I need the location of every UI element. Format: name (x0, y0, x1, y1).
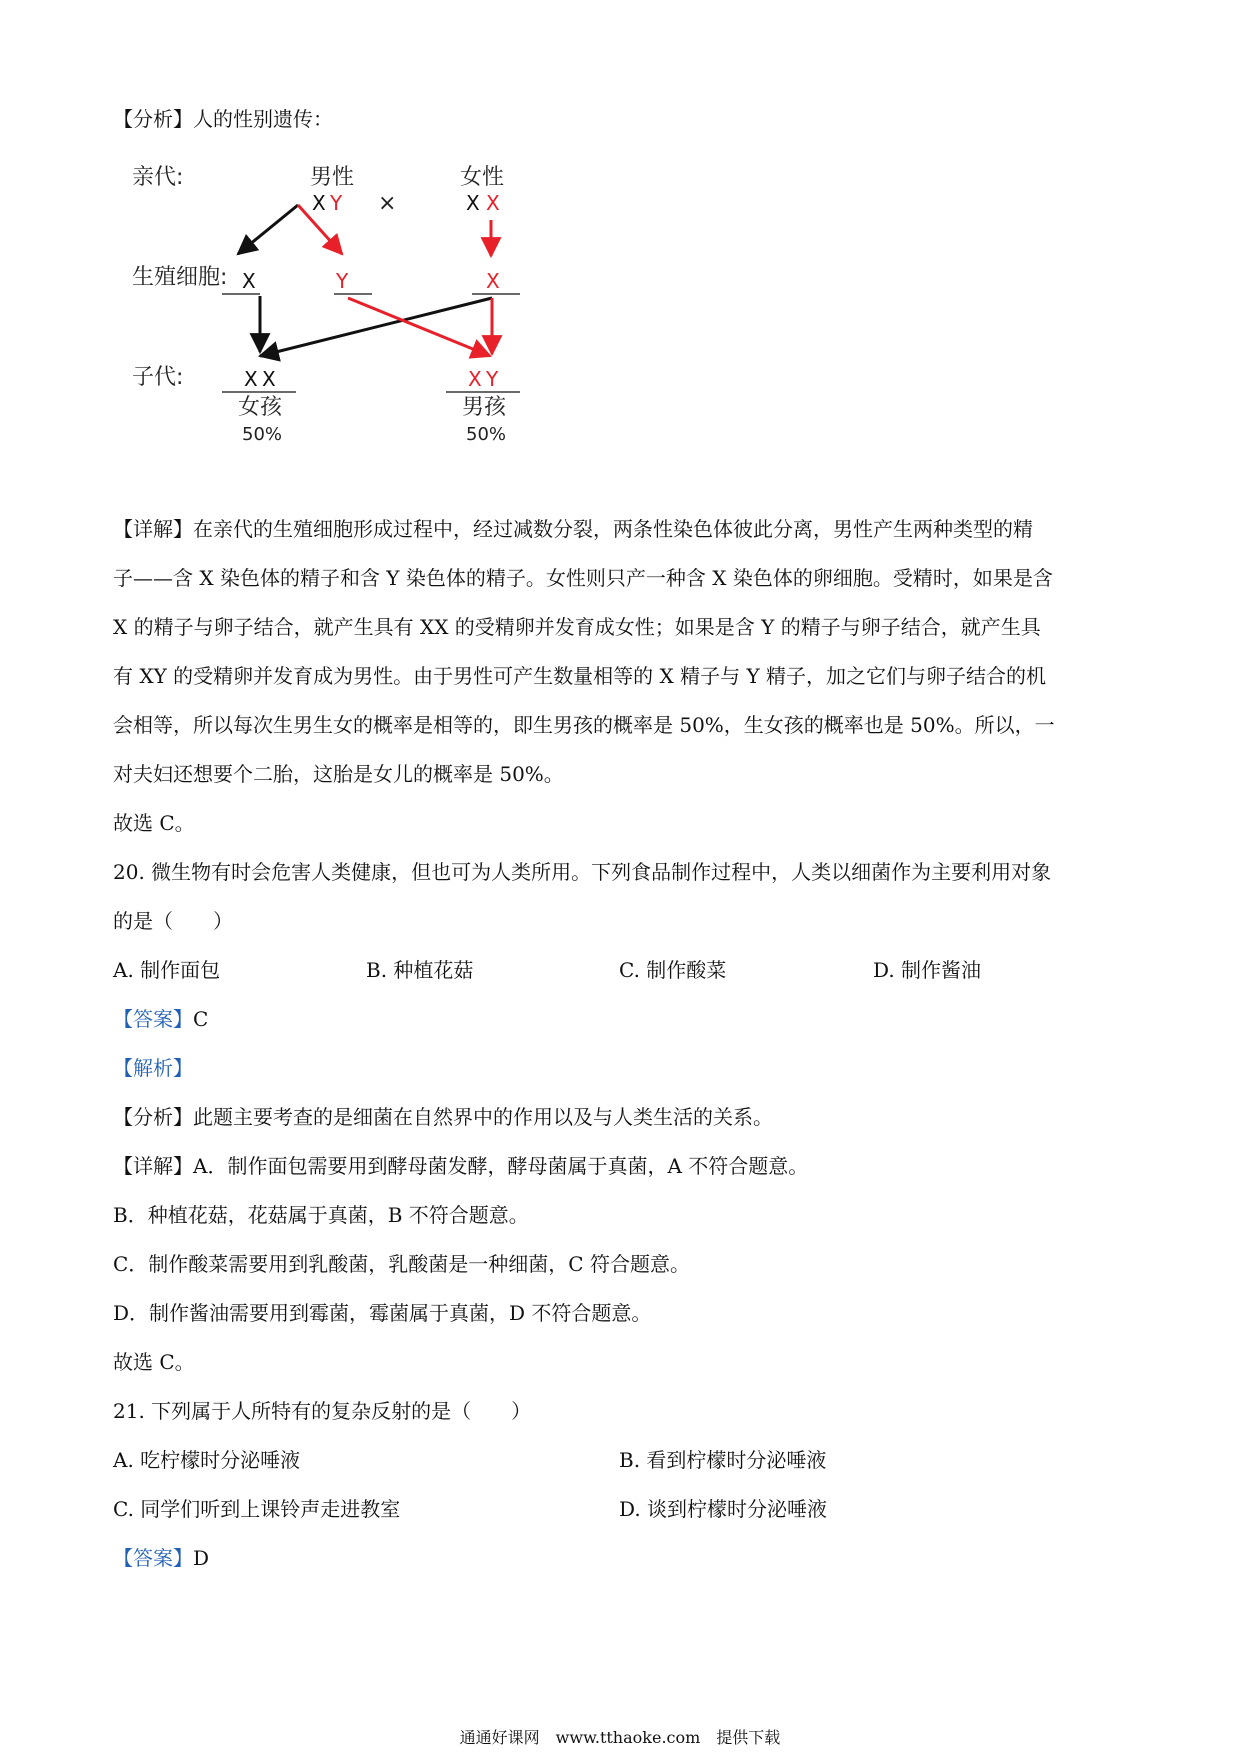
q21-option-d: D. 谈到柠檬时分泌唾液 (619, 1497, 828, 1521)
q21-answer-label: 【答案】 (113, 1546, 193, 1570)
q20-detail-a: 【详解】A．制作面包需要用到酵母菌发酵，酵母菌属于真菌，A 不符合题意。 (113, 1154, 809, 1178)
detail-line-4: 有 XY 的受精卵并发育成为男性。由于男性可产生数量相等的 X 精子与 Y 精子，加之它们与卵子结合的机 (113, 664, 1047, 688)
detail-line-6: 对夫妇还想要个二胎，这胎是女儿的概率是 50%。 (113, 762, 564, 786)
analysis-prefix: 【分析】 (113, 107, 193, 131)
offspring-girl: 女孩 (238, 395, 283, 420)
detail-line-2: 子——含 X 染色体的精子和含 Y 染色体的精子。女性则只产一种含 X 染色体的卵细胞。受精时，如果是含 (113, 566, 1053, 590)
q20-option-b: B. 种植花菇 (366, 958, 474, 982)
sex-inheritance-diagram (120, 160, 600, 480)
page-footer: 通通好课网 www.tthaoke.com 提供下载 (459, 1728, 781, 1747)
q20-stem-1: 20. 微生物有时会危害人类健康，但也可为人类所用。下列食品制作过程中，人类以细菌作为主要利用对象 (113, 860, 1052, 884)
gamete-x-sperm: X (242, 269, 256, 293)
female-chrom-x1: X (466, 191, 480, 215)
q21-option-b: B. 看到柠檬时分泌唾液 (619, 1448, 827, 1472)
q21-option-c: C. 同学们听到上课铃声走进教室 (113, 1497, 401, 1521)
girl-chrom-x2: X (262, 367, 276, 391)
parent-male: 男性 (310, 165, 355, 190)
q20-answer-value: C (193, 1007, 209, 1031)
q20-analysis (113, 1104, 773, 1130)
q20-detail-b: B．种植花菇，花菇属于真菌，B 不符合题意。 (113, 1203, 529, 1227)
arrow-egg-to-girl (260, 298, 492, 356)
q21-answer-value: D (193, 1546, 210, 1570)
q20-option-d: D. 制作酱油 (873, 958, 982, 982)
q20-detail-c: C．制作酸菜需要用到乳酸菌，乳酸菌是一种细菌，C 符合题意。 (113, 1252, 690, 1276)
boy-percent: 50% (466, 424, 507, 445)
parent-female: 女性 (460, 165, 505, 190)
gamete-egg: X (486, 269, 500, 293)
label-offspring: 子代: (132, 365, 184, 390)
offspring-boy: 男孩 (462, 395, 507, 420)
q20-option-c: C. 制作酸菜 (619, 958, 727, 982)
girl-percent: 50% (242, 424, 283, 445)
analysis-text: 人的性别遗传： (193, 107, 333, 131)
analysis-heading (113, 106, 333, 132)
q21-option-a: A. 吃柠檬时分泌唾液 (113, 1448, 301, 1472)
q20-option-a: A. 制作面包 (113, 958, 221, 982)
cross-symbol: × (378, 191, 397, 216)
detail-line-3: X 的精子与卵子结合，就产生具有 XX 的受精卵并发育成女性；如果是含 Y 的精子与卵子结合，就产生具 (113, 615, 1041, 639)
q21-answer (113, 1545, 209, 1571)
female-chrom-x2: X (486, 191, 500, 215)
q20-stem-2: 的是（ ） (113, 909, 233, 933)
male-chrom-x: X (312, 191, 326, 215)
arrow-y-sperm-to-boy (348, 298, 490, 356)
arrow-male-to-x-sperm (238, 205, 298, 254)
gamete-y-sperm: Y (336, 269, 349, 293)
q20-analysis-prefix: 【分析】 (113, 1105, 193, 1129)
q20-detail-d: D．制作酱油需要用到霉菌，霉菌属于真菌，D 不符合题意。 (113, 1301, 652, 1325)
boy-chrom-y: Y (486, 367, 499, 391)
q20-answer (113, 1006, 208, 1032)
q20-jiexi: 【解析】 (113, 1056, 193, 1080)
male-chrom-y: Y (330, 191, 343, 215)
q20-analysis-text: 此题主要考查的是细菌在自然界中的作用以及与人类生活的关系。 (193, 1105, 773, 1129)
girl-chrom-x1: X (244, 367, 258, 391)
detail-line-5: 会相等，所以每次生男生女的概率是相等的，即生男孩的概率是 50%，生女孩的概率也是 50%。所以，一 (113, 713, 1055, 737)
q20-answer-label: 【答案】 (113, 1007, 193, 1031)
q20-choose: 故选 C。 (113, 1350, 195, 1374)
label-gamete: 生殖细胞: (132, 265, 228, 290)
q21-stem: 21. 下列属于人所特有的复杂反射的是（ ） (113, 1399, 532, 1423)
detail-line-1: 【详解】在亲代的生殖细胞形成过程中，经过减数分裂，两条性染色体彼此分离，男性产生两种类型的精 (113, 517, 1033, 541)
label-parent: 亲代: (132, 165, 184, 190)
choose-line-1: 故选 C。 (113, 811, 195, 835)
boy-chrom-x: X (468, 367, 482, 391)
